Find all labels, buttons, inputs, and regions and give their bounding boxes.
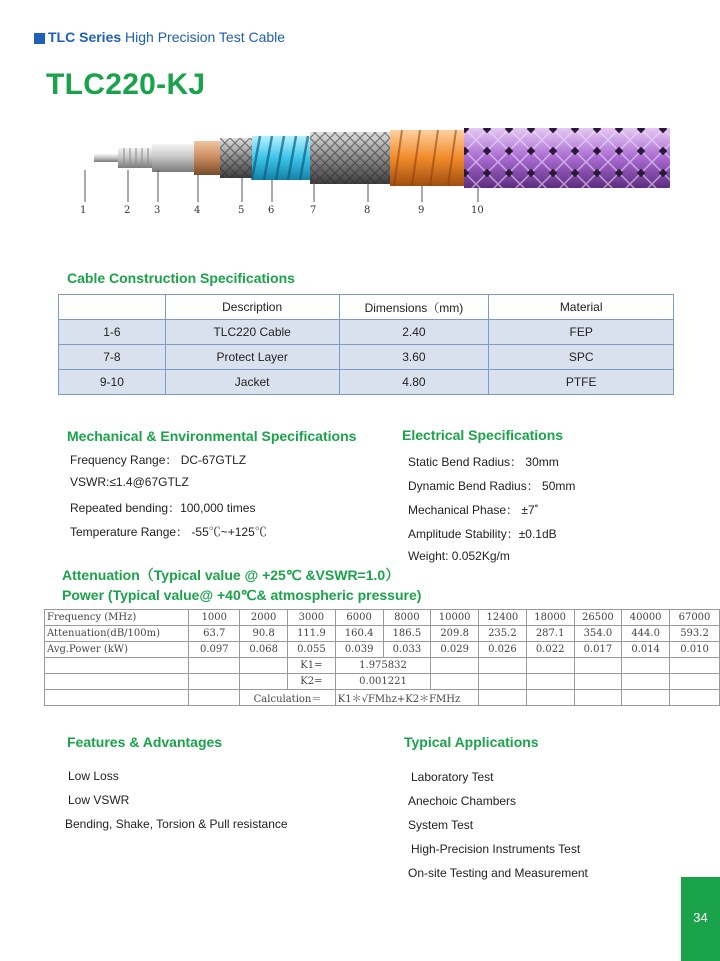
- frequency-cell: 3000: [288, 610, 336, 626]
- power-cell: 0.039: [335, 642, 383, 658]
- attenuation-cell: 63.7: [189, 626, 240, 642]
- attenuation-table: [44, 609, 720, 706]
- cell: Protect Layer: [165, 345, 339, 370]
- frequency-label: Frequency (MHz): [45, 610, 189, 626]
- electrical-line: Weight: 0.052Kg/m: [408, 549, 510, 563]
- k1-value: 1.975832: [335, 658, 431, 674]
- series-marker: [34, 33, 45, 44]
- cell: 1-6: [59, 320, 166, 345]
- construction-title: Cable Construction Specifications: [67, 270, 295, 286]
- cell: SPC: [489, 345, 674, 370]
- frequency-row: [45, 610, 720, 626]
- attenuation-cell: 186.5: [383, 626, 431, 642]
- header-cell: Description: [165, 295, 339, 320]
- power-cell: 0.033: [383, 642, 431, 658]
- cell: TLC220 Cable: [165, 320, 339, 345]
- k2-row: [45, 674, 720, 690]
- calculation-label: Calculation＝: [240, 690, 336, 706]
- calculation-formula: K1＊√FMhz+K2＊FMHz: [335, 690, 478, 706]
- electrical-line: Mechanical Phase： ±7˚: [408, 503, 539, 517]
- k1-row: [45, 658, 720, 674]
- application-item: High-Precision Instruments Test: [411, 842, 581, 856]
- model-title: TLC220-KJ: [46, 68, 206, 101]
- cable-illustration: [80, 118, 680, 218]
- cable-label: 7: [310, 205, 317, 216]
- page-number: 34: [693, 910, 708, 925]
- electrical-line: Static Bend Radius： 30mm: [408, 455, 559, 469]
- cable-label: 10: [471, 205, 484, 216]
- electrical-line: Dynamic Bend Radius： 50mm: [408, 479, 576, 493]
- power-cell: 0.017: [574, 642, 622, 658]
- cable-label: 2: [124, 205, 131, 216]
- attenuation-title-line1: Attenuation（Typical value @ +25℃ &VSWR=1.0）: [62, 567, 400, 583]
- application-item: On-site Testing and Measurement: [408, 866, 588, 880]
- cell: 2.40: [339, 320, 489, 345]
- frequency-cell: 26500: [574, 610, 622, 626]
- power-cell: 0.026: [479, 642, 527, 658]
- attenuation-cell: 160.4: [335, 626, 383, 642]
- cable-label: 1: [80, 205, 87, 216]
- header-cell: Material: [489, 295, 674, 320]
- electrical-title: Electrical Specifications: [402, 427, 564, 443]
- frequency-cell: 18000: [526, 610, 574, 626]
- cable-label: 6: [268, 205, 275, 216]
- power-cell: 0.010: [670, 642, 720, 658]
- mechanical-line: Frequency Range： DC-67GTLZ: [70, 453, 247, 467]
- applications-title: Typical Applications: [404, 734, 539, 750]
- frequency-cell: 2000: [240, 610, 288, 626]
- cell: 7-8: [59, 345, 166, 370]
- cell: PTFE: [489, 370, 674, 395]
- attenuation-cell: 354.0: [574, 626, 622, 642]
- attenuation-label: Attenuation(dB/100m): [45, 626, 189, 642]
- power-cell: 0.055: [288, 642, 336, 658]
- cable-label: 4: [194, 205, 201, 216]
- power-cell: 0.014: [622, 642, 670, 658]
- header-cell: Dimensions（mm): [339, 295, 489, 320]
- series-title: [48, 29, 285, 45]
- attenuation-cell: 287.1: [526, 626, 574, 642]
- mechanical-title: Mechanical & Environmental Specifications: [67, 428, 357, 444]
- attenuation-cell: 111.9: [288, 626, 336, 642]
- k2-value: 0.001221: [335, 674, 431, 690]
- frequency-cell: 12400: [479, 610, 527, 626]
- series-subtitle: High Precision Test Cable: [125, 29, 286, 45]
- power-label: Avg.Power (kW): [45, 642, 189, 658]
- features-title: Features & Advantages: [67, 734, 223, 750]
- attenuation-title: [62, 565, 421, 604]
- mechanical-line: Repeated bending：100,000 times: [70, 501, 256, 515]
- cable-label: 3: [154, 205, 161, 216]
- calculation-row: [45, 690, 720, 706]
- table-row: [59, 370, 674, 395]
- frequency-cell: 8000: [383, 610, 431, 626]
- cable-label: 9: [418, 205, 425, 216]
- frequency-cell: 6000: [335, 610, 383, 626]
- attenuation-cell: 444.0: [622, 626, 670, 642]
- mechanical-line: VSWR:≤1.4@67GTLZ: [70, 475, 189, 489]
- cell: 3.60: [339, 345, 489, 370]
- cable-label-row: [80, 205, 680, 219]
- k2-label: K2=: [288, 674, 336, 690]
- cell: Jacket: [165, 370, 339, 395]
- series-bold: TLC Series: [48, 29, 122, 45]
- attenuation-row: [45, 626, 720, 642]
- feature-item: Bending, Shake, Torsion & Pull resistance: [65, 817, 288, 831]
- feature-item: Low Loss: [68, 769, 119, 783]
- mechanical-line: Temperature Range： -55℃~+125℃: [70, 525, 267, 539]
- power-row: [45, 642, 720, 658]
- attenuation-cell: 209.8: [431, 626, 479, 642]
- cable-label: 5: [238, 205, 245, 216]
- application-item: Laboratory Test: [411, 770, 494, 784]
- power-cell: 0.022: [526, 642, 574, 658]
- attenuation-title-line2: Power (Typical value@ +40℃& atmospheric pressure): [62, 587, 422, 603]
- attenuation-cell: 90.8: [240, 626, 288, 642]
- cell: FEP: [489, 320, 674, 345]
- k1-label: K1=: [288, 658, 336, 674]
- application-item: System Test: [408, 818, 474, 832]
- power-cell: 0.029: [431, 642, 479, 658]
- header-cell: [59, 295, 166, 320]
- frequency-cell: 1000: [189, 610, 240, 626]
- table-row: [59, 320, 674, 345]
- table-row: [59, 345, 674, 370]
- attenuation-cell: 593.2: [670, 626, 720, 642]
- application-item: Anechoic Chambers: [408, 794, 517, 808]
- frequency-cell: 40000: [622, 610, 670, 626]
- electrical-line: Amplitude Stability：±0.1dB: [408, 527, 557, 541]
- cell: 4.80: [339, 370, 489, 395]
- frequency-cell: 67000: [670, 610, 720, 626]
- cable-label: 8: [364, 205, 371, 216]
- frequency-cell: 10000: [431, 610, 479, 626]
- feature-item: Low VSWR: [68, 793, 130, 807]
- construction-table: [58, 294, 674, 395]
- table-header-row: [59, 295, 674, 320]
- power-cell: 0.068: [240, 642, 288, 658]
- attenuation-cell: 235.2: [479, 626, 527, 642]
- power-cell: 0.097: [189, 642, 240, 658]
- cell: 9-10: [59, 370, 166, 395]
